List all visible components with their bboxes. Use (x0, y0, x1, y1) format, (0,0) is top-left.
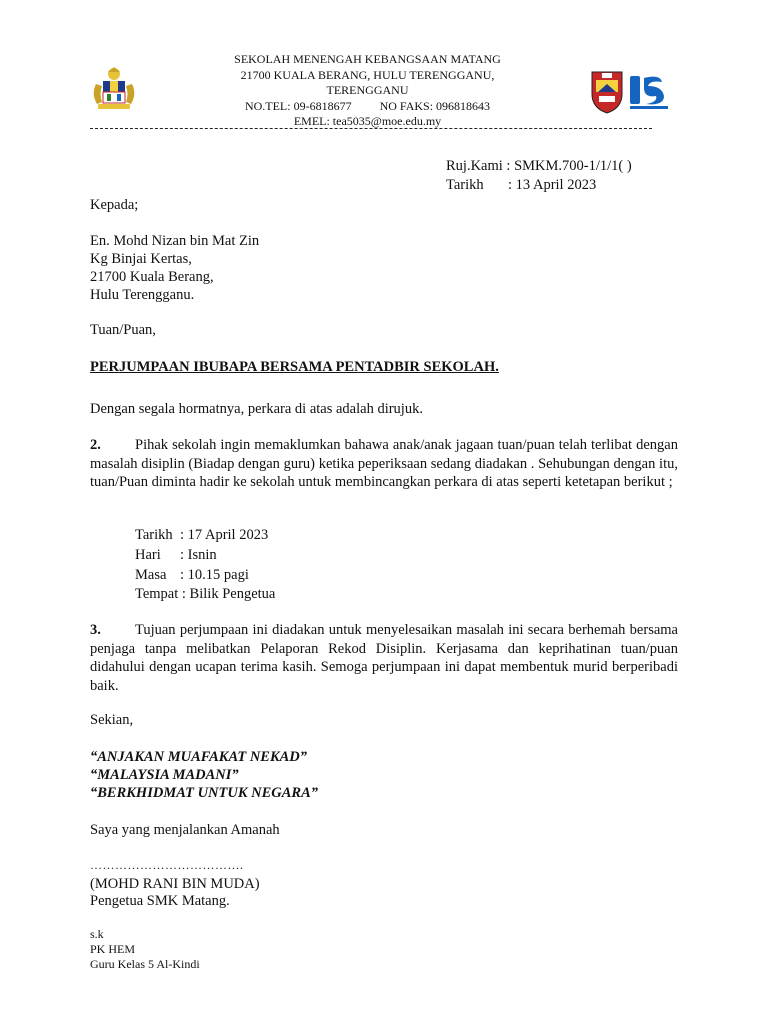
ministry-logo (628, 72, 670, 112)
motto-1: “ANJAKAN MUAFAKAT NEKAD” (90, 749, 308, 765)
paragraph-3-text: Tujuan perjumpaan ini diadakan untuk menyelesaikan masalah ini secara berhemah bersama penjaga tanpa melibatkan Pelaporan Rekod Disiplin. Kerjasama dan keprihatinan tuan/puan didahului dengan ucapan terima kasih. Semoga perjumpaan ini dapat membentuk murid berperibadi baik. (90, 622, 678, 694)
signatory-name: (MOHD RANI BIN MUDA) (90, 876, 260, 892)
detail-tempat (135, 585, 275, 603)
paragraph-3 (90, 621, 678, 695)
email-address: EMEL: tea5035@moe.edu.my (293, 114, 442, 128)
paragraph-2 (90, 436, 678, 492)
ruj-value: SMKM.700-1/1/1( ) (514, 158, 632, 174)
coat-of-arms-logo (88, 66, 140, 112)
letter-subject: PERJUMPAAN IBUBAPA BERSAMA PENTADBIR SEKOLAH. (90, 359, 499, 375)
ruj-label: Ruj.Kami : (446, 158, 515, 174)
address-line-1: 21700 KUALA BERANG, HULU TERENGGANU, (240, 67, 495, 82)
detail-value: : Isnin (180, 547, 217, 563)
cc-line-2: Guru Kelas 5 Al-Kindi (90, 957, 200, 971)
recipient-address-3: Hulu Terengganu. (90, 287, 195, 303)
recipient-address-2: 21700 Kuala Berang, (90, 269, 214, 285)
reference-line (446, 157, 632, 175)
closing-line: Sekian, (90, 712, 134, 728)
letterhead (200, 52, 535, 130)
header-divider (90, 128, 652, 129)
signature-line: ………………………………. (90, 858, 244, 872)
detail-tarikh (135, 526, 268, 544)
signatory-title: Pengetua SMK Matang. (90, 893, 230, 909)
opening-line: Dengan segala hormatnya, perkara di atas adalah dirujuk. (90, 401, 423, 417)
paragraph-2-text: Pihak sekolah ingin memaklumkan bahawa anak/anak jagaan tuan/puan telah terlibat dengan masalah disiplin (Biadap dengan guru) ketika peperiksaan sedang diadakan . Sehubungan dengan itu, tuan/Puan diminta hadir ke sekolah untuk membincangkan perkara di atas seperti ketetapan berikut ; (90, 437, 678, 490)
paragraph-3-number: 3. (90, 622, 101, 638)
kepada-label: Kepada; (90, 197, 139, 213)
school-crest-logo (590, 70, 624, 114)
salutation: Tuan/Puan, (90, 322, 156, 338)
cc-line-1: PK HEM (90, 942, 136, 956)
detail-hari (135, 546, 217, 564)
contact-row (200, 99, 535, 115)
phone-number: NO.TEL: 09-6818677 (244, 98, 352, 113)
tarikh-value: : 13 April 2023 (508, 177, 597, 193)
address-line-2: TERENGGANU (326, 83, 409, 97)
motto-3: “BERKHIDMAT UNTUK NEGARA” (90, 785, 319, 801)
paragraph-2-number: 2. (90, 437, 101, 453)
signoff-line: Saya yang menjalankan Amanah (90, 822, 280, 838)
cc-label: s.k (90, 927, 104, 941)
detail-value: : 17 April 2023 (180, 527, 269, 543)
detail-value: : 10.15 pagi (180, 567, 249, 583)
motto-2: “MALAYSIA MADANI” (90, 767, 239, 783)
detail-value: : Bilik Pengetua (181, 586, 276, 602)
fax-number: NO FAKS: 096818643 (379, 98, 491, 113)
detail-label: Tempat (135, 586, 179, 602)
recipient-address-1: Kg Binjai Kertas, (90, 251, 192, 267)
detail-label: Hari (135, 547, 161, 563)
detail-label: Masa (135, 567, 167, 583)
date-line (446, 176, 596, 194)
recipient-name: En. Mohd Nizan bin Mat Zin (90, 233, 260, 249)
tarikh-label: Tarikh (446, 177, 484, 193)
detail-label: Tarikh (135, 527, 173, 543)
detail-masa (135, 566, 249, 584)
school-name: SEKOLAH MENENGAH KEBANGSAAN MATANG (234, 52, 501, 66)
